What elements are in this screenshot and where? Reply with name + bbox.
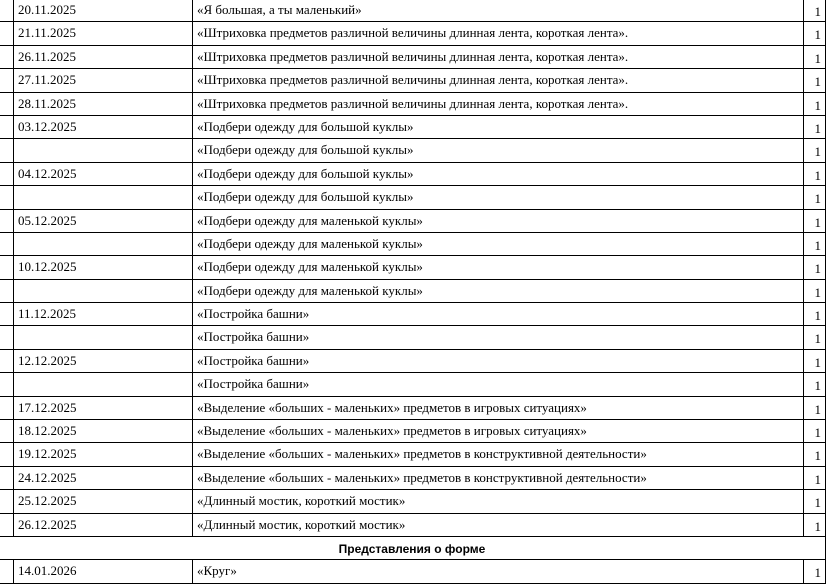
hours-cell <box>804 396 826 419</box>
date-cell: 03.12.2025 <box>14 115 193 138</box>
hours-cell <box>804 560 826 583</box>
row-number-cell <box>0 45 14 68</box>
table-row <box>0 92 826 115</box>
topic-cell: «Подбери одежду для маленькой куклы» <box>193 232 804 255</box>
row-number-cell <box>0 92 14 115</box>
table-row <box>0 139 826 162</box>
topic-cell: «Штриховка предметов различной величины длинная лента, короткая лента». <box>193 92 804 115</box>
table-row <box>0 232 826 255</box>
row-number-cell <box>0 560 14 583</box>
table-row <box>0 326 826 349</box>
hours-cell <box>804 45 826 68</box>
date-cell: 20.11.2025 <box>14 0 193 22</box>
date-cell: 18.12.2025 <box>14 420 193 443</box>
table-row <box>0 349 826 372</box>
hours-value: 1 <box>814 378 821 394</box>
row-number-cell <box>0 513 14 536</box>
topic-cell: «Выделение «больших - маленьких» предметов в игровых ситуациях» <box>193 396 804 419</box>
topic-cell: «Штриховка предметов различной величины длинная лента, короткая лента». <box>193 22 804 45</box>
hours-cell <box>804 209 826 232</box>
hours-cell <box>804 373 826 396</box>
hours-value: 1 <box>814 425 821 441</box>
row-number-cell <box>0 22 14 45</box>
row-number-cell <box>0 373 14 396</box>
hours-cell <box>804 349 826 372</box>
date-cell: 05.12.2025 <box>14 209 193 232</box>
table-row <box>0 162 826 185</box>
row-number-cell <box>0 303 14 326</box>
date-cell: 12.12.2025 <box>14 349 193 372</box>
row-number-cell <box>0 420 14 443</box>
topic-cell: «Подбери одежду для маленькой куклы» <box>193 256 804 279</box>
date-cell <box>14 279 193 302</box>
date-cell <box>14 139 193 162</box>
hours-value: 1 <box>814 518 821 534</box>
hours-value: 1 <box>814 565 821 581</box>
table-row <box>0 303 826 326</box>
table-row <box>0 396 826 419</box>
date-cell <box>14 373 193 396</box>
topic-cell: «Подбери одежду для большой куклы» <box>193 162 804 185</box>
date-cell <box>14 326 193 349</box>
date-cell: 26.11.2025 <box>14 45 193 68</box>
hours-cell <box>804 466 826 489</box>
topic-cell: «Штриховка предметов различной величины длинная лента, короткая лента». <box>193 45 804 68</box>
row-number-cell <box>0 0 14 22</box>
section-header-row <box>0 536 826 559</box>
hours-value: 1 <box>814 74 821 90</box>
hours-value: 1 <box>814 237 821 253</box>
hours-value: 1 <box>814 144 821 160</box>
hours-cell <box>804 490 826 513</box>
hours-value: 1 <box>814 261 821 277</box>
hours-cell <box>804 69 826 92</box>
table-row <box>0 115 826 138</box>
date-cell: 26.12.2025 <box>14 513 193 536</box>
hours-value: 1 <box>814 214 821 230</box>
date-cell: 21.11.2025 <box>14 22 193 45</box>
date-cell: 14.01.2026 <box>14 560 193 583</box>
row-number-cell <box>0 209 14 232</box>
topic-cell: «Штриховка предметов различной величины длинная лента, короткая лента». <box>193 69 804 92</box>
hours-cell <box>804 162 826 185</box>
hours-value: 1 <box>814 308 821 324</box>
hours-cell <box>804 256 826 279</box>
table-row <box>0 490 826 513</box>
row-number-cell <box>0 115 14 138</box>
table-row <box>0 560 826 583</box>
hours-value: 1 <box>814 495 821 511</box>
hours-cell <box>804 22 826 45</box>
hours-cell <box>804 186 826 209</box>
hours-cell <box>804 115 826 138</box>
date-cell: 28.11.2025 <box>14 92 193 115</box>
hours-cell <box>804 326 826 349</box>
table-row <box>0 0 826 22</box>
row-number-cell <box>0 69 14 92</box>
topic-cell: «Подбери одежду для большой куклы» <box>193 186 804 209</box>
hours-value: 1 <box>814 27 821 43</box>
hours-value: 1 <box>814 167 821 183</box>
hours-value: 1 <box>814 97 821 113</box>
hours-value: 1 <box>814 120 821 136</box>
row-number-cell <box>0 466 14 489</box>
hours-value: 1 <box>814 471 821 487</box>
hours-value: 1 <box>814 4 821 19</box>
topic-cell: «Выделение «больших - маленьких» предметов в игровых ситуациях» <box>193 420 804 443</box>
topic-cell: «Подбери одежду для маленькой куклы» <box>193 209 804 232</box>
topic-cell: «Круг» <box>193 560 804 583</box>
topic-cell: «Подбери одежду для маленькой куклы» <box>193 279 804 302</box>
topic-cell: «Выделение «больших - маленьких» предметов в конструктивной деятельности» <box>193 466 804 489</box>
date-cell <box>14 186 193 209</box>
row-number-cell <box>0 443 14 466</box>
hours-value: 1 <box>814 50 821 66</box>
topic-cell: «Постройка башни» <box>193 373 804 396</box>
hours-cell <box>804 92 826 115</box>
hours-value: 1 <box>814 354 821 370</box>
hours-value: 1 <box>814 448 821 464</box>
date-cell: 04.12.2025 <box>14 162 193 185</box>
topic-cell: «Выделение «больших - маленьких» предметов в конструктивной деятельности» <box>193 443 804 466</box>
topic-cell: «Подбери одежду для большой куклы» <box>193 139 804 162</box>
hours-cell <box>804 513 826 536</box>
row-number-cell <box>0 162 14 185</box>
hours-cell <box>804 232 826 255</box>
topic-cell: «Постройка башни» <box>193 303 804 326</box>
table-row <box>0 186 826 209</box>
topic-cell: «Длинный мостик, короткий мостик» <box>193 490 804 513</box>
row-number-cell <box>0 186 14 209</box>
table-row <box>0 373 826 396</box>
table-row <box>0 45 826 68</box>
row-number-cell <box>0 326 14 349</box>
hours-value: 1 <box>814 284 821 300</box>
table-row <box>0 279 826 302</box>
date-cell: 25.12.2025 <box>14 490 193 513</box>
table-row <box>0 256 826 279</box>
hours-cell <box>804 443 826 466</box>
row-number-cell <box>0 349 14 372</box>
row-number-cell <box>0 279 14 302</box>
hours-value: 1 <box>814 191 821 207</box>
date-cell: 17.12.2025 <box>14 396 193 419</box>
date-cell <box>14 232 193 255</box>
table-row <box>0 443 826 466</box>
date-cell: 19.12.2025 <box>14 443 193 466</box>
row-number-cell <box>0 232 14 255</box>
table-row <box>0 513 826 536</box>
hours-value: 1 <box>814 401 821 417</box>
table-row <box>0 69 826 92</box>
section-title: Представления о форме <box>0 536 826 559</box>
table-row <box>0 420 826 443</box>
hours-cell <box>804 139 826 162</box>
hours-cell <box>804 0 826 22</box>
hours-value: 1 <box>814 331 821 347</box>
hours-cell <box>804 279 826 302</box>
row-number-cell <box>0 256 14 279</box>
date-cell: 27.11.2025 <box>14 69 193 92</box>
row-number-cell <box>0 139 14 162</box>
topic-cell: «Подбери одежду для большой куклы» <box>193 115 804 138</box>
date-cell: 10.12.2025 <box>14 256 193 279</box>
topic-cell: «Длинный мостик, короткий мостик» <box>193 513 804 536</box>
table-row <box>0 466 826 489</box>
topic-cell: «Постройка башни» <box>193 349 804 372</box>
topic-cell: «Я большая, а ты маленький» <box>193 0 804 22</box>
row-number-cell <box>0 490 14 513</box>
hours-cell <box>804 420 826 443</box>
hours-cell <box>804 303 826 326</box>
topic-cell: «Постройка башни» <box>193 326 804 349</box>
date-cell: 11.12.2025 <box>14 303 193 326</box>
table-row <box>0 209 826 232</box>
table-row <box>0 22 826 45</box>
date-cell: 24.12.2025 <box>14 466 193 489</box>
row-number-cell <box>0 396 14 419</box>
